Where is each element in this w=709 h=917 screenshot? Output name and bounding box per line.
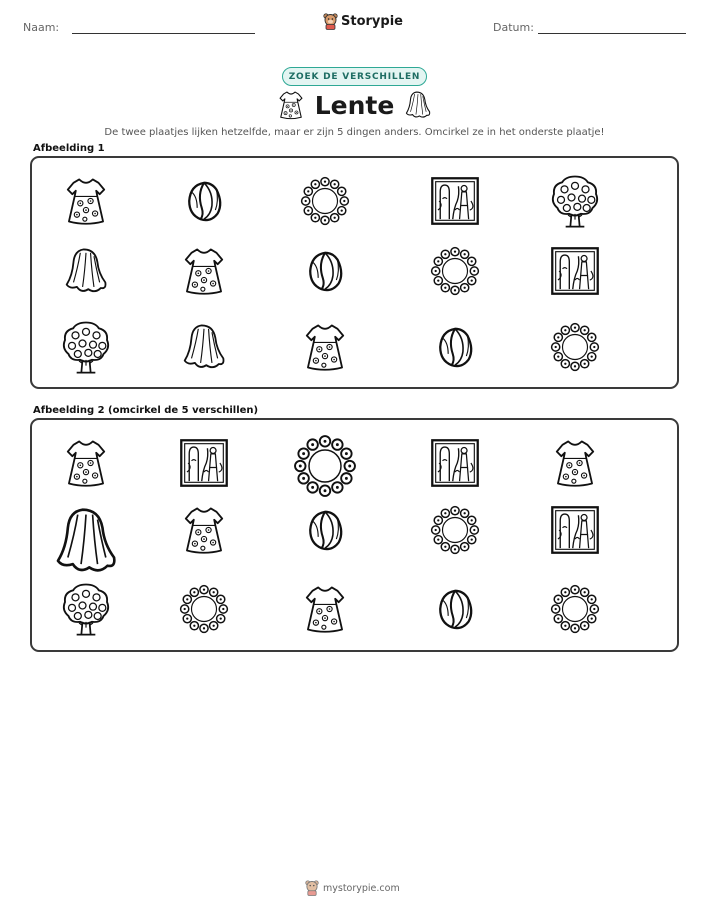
picture-cell[interactable] bbox=[542, 434, 608, 492]
page-title: Lente bbox=[314, 91, 395, 120]
picture-cell[interactable] bbox=[53, 580, 119, 638]
picture-cell[interactable] bbox=[53, 318, 119, 376]
veil-icon bbox=[179, 322, 229, 372]
date-label: Datum: bbox=[493, 21, 534, 34]
picture-cell[interactable] bbox=[171, 580, 237, 638]
picture-cell[interactable] bbox=[542, 172, 608, 230]
tulip-icon bbox=[430, 584, 480, 634]
brand-logo bbox=[323, 13, 403, 30]
veil-icon bbox=[404, 90, 432, 120]
picture-cell[interactable] bbox=[292, 242, 358, 300]
name-label: Naam: bbox=[23, 21, 60, 34]
picture-cell[interactable] bbox=[422, 172, 488, 230]
activity-badge: ZOEK DE VERSCHILLEN bbox=[282, 67, 427, 86]
tree-icon bbox=[60, 319, 112, 375]
picture-cell[interactable] bbox=[292, 318, 358, 376]
wreath-icon bbox=[430, 246, 480, 296]
picture-cell[interactable] bbox=[542, 242, 608, 300]
veil-icon bbox=[53, 501, 119, 581]
picture-cell[interactable] bbox=[292, 580, 358, 638]
picture-cell[interactable] bbox=[171, 242, 237, 300]
veil-decoration bbox=[404, 90, 432, 124]
name-line[interactable] bbox=[72, 33, 255, 34]
picture-cell[interactable] bbox=[292, 172, 358, 230]
instructions: De twee plaatjes lijken hetzelfde, maar er zijn 5 dingen anders. Omcirkel ze in het onderste plaatje! bbox=[104, 127, 605, 138]
picture-cell[interactable] bbox=[422, 501, 488, 559]
tulip-icon bbox=[300, 246, 350, 296]
dress-icon bbox=[300, 322, 350, 372]
picture-cell[interactable] bbox=[542, 580, 608, 638]
dress-icon bbox=[300, 584, 350, 634]
tulip-icon bbox=[179, 176, 229, 226]
tulip-icon bbox=[300, 505, 350, 555]
wreath-icon bbox=[550, 584, 600, 634]
picture2-panel bbox=[30, 418, 679, 652]
picture-cell[interactable] bbox=[53, 501, 119, 581]
tulip-icon bbox=[430, 322, 480, 372]
dress-icon bbox=[61, 438, 111, 488]
tree-icon bbox=[549, 173, 601, 229]
tapestry-icon bbox=[430, 176, 480, 226]
dress-icon bbox=[550, 438, 600, 488]
picture-cell[interactable] bbox=[422, 434, 488, 492]
footer bbox=[305, 880, 400, 896]
wreath-icon bbox=[550, 322, 600, 372]
wreath-icon bbox=[292, 434, 358, 498]
picture-cell[interactable] bbox=[542, 501, 608, 559]
tapestry-icon bbox=[179, 438, 229, 488]
picture-cell[interactable] bbox=[292, 434, 358, 498]
tapestry-icon bbox=[430, 438, 480, 488]
dress-icon bbox=[179, 246, 229, 296]
brand-name: Storypie bbox=[341, 14, 403, 29]
wreath-icon bbox=[430, 505, 480, 555]
picture-cell[interactable] bbox=[171, 501, 237, 559]
picture-cell[interactable] bbox=[171, 172, 237, 230]
footer-url[interactable]: mystorypie.com bbox=[323, 882, 400, 894]
wreath-icon bbox=[300, 176, 350, 226]
picture-cell[interactable] bbox=[422, 242, 488, 300]
picture-cell[interactable] bbox=[53, 172, 119, 230]
picture-cell[interactable] bbox=[292, 501, 358, 559]
picture-cell[interactable] bbox=[53, 242, 119, 300]
picture-cell[interactable] bbox=[422, 580, 488, 638]
picture1-label: Afbeelding 1 bbox=[33, 143, 105, 154]
storypie-mascot-icon bbox=[305, 880, 319, 896]
picture-cell[interactable] bbox=[53, 434, 119, 492]
picture-cell[interactable] bbox=[422, 318, 488, 376]
tapestry-icon bbox=[550, 246, 600, 296]
tapestry-icon bbox=[550, 505, 600, 555]
storypie-mascot-icon bbox=[323, 13, 338, 30]
picture-cell[interactable] bbox=[542, 318, 608, 376]
dress-icon bbox=[179, 505, 229, 555]
date-line[interactable] bbox=[538, 33, 686, 34]
wreath-icon bbox=[179, 584, 229, 634]
picture1-panel bbox=[30, 156, 679, 389]
picture2-label: Afbeelding 2 (omcirkel de 5 verschillen) bbox=[33, 405, 259, 416]
tree-icon bbox=[60, 581, 112, 637]
picture-cell[interactable] bbox=[171, 434, 237, 492]
picture-cell[interactable] bbox=[171, 318, 237, 376]
veil-icon bbox=[61, 246, 111, 296]
dress-icon bbox=[61, 176, 111, 226]
